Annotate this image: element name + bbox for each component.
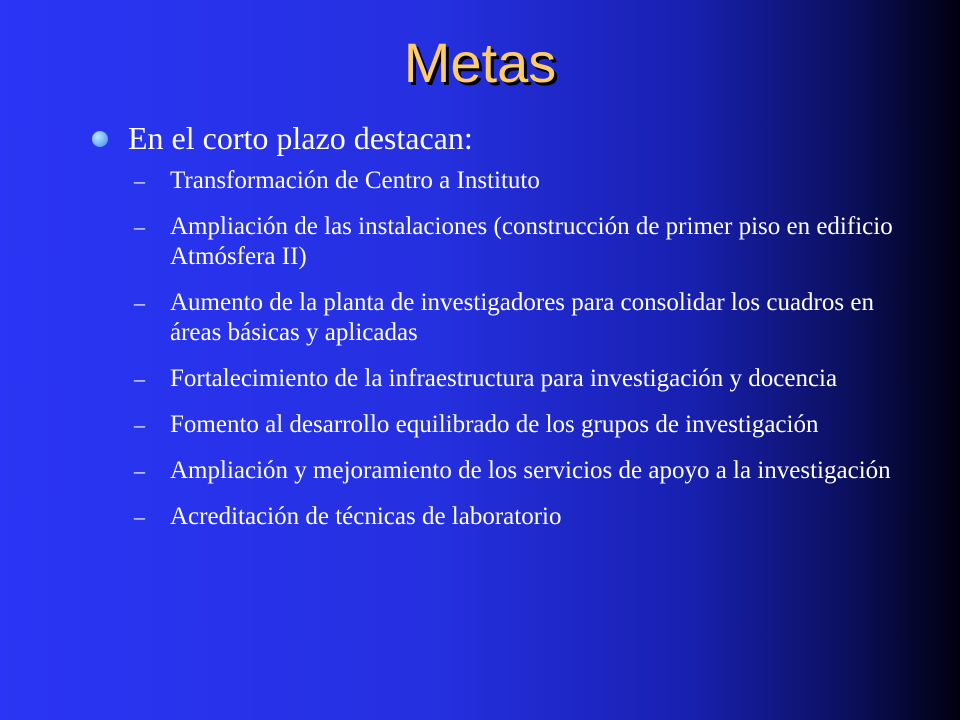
sub-bullet-text: Transformación de Centro a Instituto	[170, 167, 540, 194]
dash-icon: –	[134, 458, 145, 483]
dash-icon: –	[134, 412, 145, 437]
slide-title: Metas	[403, 31, 557, 94]
bullet-dot-icon	[92, 131, 108, 147]
sub-bullet-item	[130, 288, 900, 348]
sub-bullet-text: Ampliación y mejoramiento de los servicios de apoyo a la investigación	[170, 457, 891, 484]
dash-icon: –	[134, 168, 145, 193]
sub-bullet-item	[130, 364, 900, 394]
sub-bullet-item	[130, 410, 900, 440]
sub-bullet-text: Acreditación de técnicas de laboratorio	[170, 503, 562, 530]
dash-icon: –	[134, 290, 145, 315]
sub-bullet-item	[130, 456, 900, 486]
sub-bullet-text: Fortalecimiento de la infraestructura para investigación y docencia	[170, 365, 838, 392]
sub-bullet-item	[130, 166, 900, 196]
sub-bullet-text: Ampliación de las instalaciones (construcción de primer piso en edificio Atmósfera II)	[170, 213, 893, 270]
sub-bullet-item	[130, 502, 900, 532]
sub-bullet-list	[130, 166, 900, 548]
sub-bullet-item	[130, 212, 900, 272]
sub-bullet-text: Fomento al desarrollo equilibrado de los grupos de investigación	[170, 411, 819, 438]
dash-icon: –	[134, 504, 145, 529]
main-bullet-text: En el corto plazo destacan:	[128, 120, 473, 156]
sub-bullet-text: Aumento de la planta de investigadores para consolidar los cuadros en áreas básicas y aplicadas	[170, 289, 874, 346]
main-bullet	[92, 118, 912, 158]
dash-icon: –	[134, 366, 145, 391]
dash-icon: –	[134, 214, 145, 239]
